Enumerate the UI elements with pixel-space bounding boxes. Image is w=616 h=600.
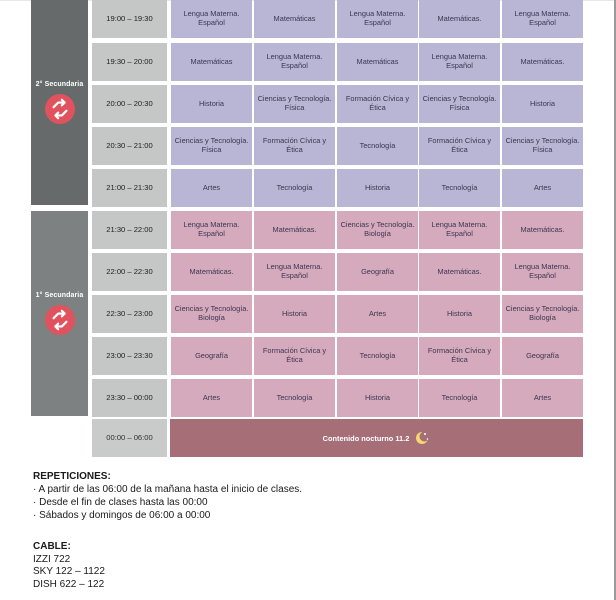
subject-cell: Lengua Materna. Español	[171, 0, 252, 38]
subject-cell: Lengua Materna. Español	[502, 0, 583, 38]
subject-cell: Geografía	[337, 253, 418, 291]
refresh-icon	[45, 94, 75, 124]
subject-cell: Artes	[171, 169, 252, 207]
subject-cell: Formación Cívica y Ética	[419, 337, 500, 375]
subject-cell: Tecnología	[419, 169, 500, 207]
subject-cell: Ciencias y Tecnología. Física	[502, 127, 583, 165]
subject-cell: Artes	[337, 295, 418, 333]
subject-cell: Lengua Materna. Español	[254, 43, 335, 81]
subject-cell: Ciencias y Tecnología. Biología	[502, 295, 583, 333]
subject-cell: Matemáticas.	[171, 253, 252, 291]
subject-cell: Tecnología	[254, 169, 335, 207]
subject-cell: Historia	[337, 379, 418, 417]
subject-cell: Formación Cívica y Ética	[254, 337, 335, 375]
time-cell: 21:30 – 22:00	[92, 211, 167, 249]
subject-cell: Tecnología	[254, 379, 335, 417]
subject-cell: Ciencias y Tecnología. Física	[254, 85, 335, 123]
time-cell: 19:00 – 19:30	[92, 0, 167, 38]
subject-cell: Lengua Materna. Español	[171, 211, 252, 249]
repeticiones-line: · A partir de las 06:00 de la mañana hasta el inicio de clases.	[33, 484, 303, 495]
subject-cell: Lengua Materna. Español	[337, 0, 418, 38]
subject-cell: Matemáticas.	[419, 253, 500, 291]
subject-cell: Matemáticas	[171, 43, 252, 81]
time-cell: 22:30 – 23:00	[92, 295, 167, 333]
cable-section	[33, 541, 105, 591]
subject-cell: Historia	[254, 295, 335, 333]
repeticiones-section	[33, 470, 593, 522]
subject-cell: Formación Cívica y Ética	[419, 127, 500, 165]
grade-label: 1° Secundaria	[35, 292, 84, 299]
time-cell: 23:30 – 00:00	[92, 379, 167, 417]
subject-cell: Matemáticas	[254, 0, 335, 38]
night-content-bar	[170, 419, 583, 457]
subject-cell: Artes	[502, 379, 583, 417]
time-cell: 19:30 – 20:00	[92, 43, 167, 81]
subject-cell: Ciencias y Tecnología. Biología	[171, 295, 252, 333]
subject-cell: Ciencias y Tecnología. Física	[171, 127, 252, 165]
time-cell: 23:00 – 23:30	[92, 337, 167, 375]
repeticiones-line: · Desde el fin de clases hasta las 00:00	[33, 497, 208, 508]
night-content-label: Contenido nocturno 11.2	[322, 433, 410, 443]
time-cell: 22:00 – 22:30	[92, 253, 167, 291]
cable-line: IZZI 722	[33, 553, 71, 565]
subject-cell: Historia	[502, 85, 583, 123]
subject-cell: Lengua Materna. Español	[502, 253, 583, 291]
subject-cell: Matemáticas	[337, 43, 418, 81]
repeticiones-line: · Sábados y domingos de 06:00 a 00:00	[33, 510, 211, 521]
subject-cell: Matemáticas.	[502, 211, 583, 249]
subject-cell: Matemáticas.	[502, 43, 583, 81]
subject-cell: Geografía	[171, 337, 252, 375]
time-cell: 21:00 – 21:30	[92, 169, 167, 207]
subject-cell: Ciencias y Tecnología. Física	[419, 85, 500, 123]
grade-band-1	[31, 211, 88, 416]
subject-cell: Lengua Materna. Español	[419, 211, 500, 249]
time-cell-night: 00:00 – 06:00	[92, 419, 167, 457]
subject-cell: Tecnología	[337, 337, 418, 375]
subject-cell: Tecnología	[337, 127, 418, 165]
subject-cell: Matemáticas.	[419, 0, 500, 38]
repeticiones-title: REPETICIONES:	[33, 471, 111, 482]
subject-cell: Artes	[502, 169, 583, 207]
subject-cell: Artes	[171, 379, 252, 417]
subject-cell: Historia	[419, 295, 500, 333]
time-cell: 20:30 – 21:00	[92, 127, 167, 165]
subject-cell: Lengua Materna. Español	[254, 253, 335, 291]
time-cell: 20:00 – 20:30	[92, 85, 167, 123]
subject-cell: Ciencias y Tecnología. Biología	[337, 211, 418, 249]
subject-cell: Matemáticas.	[254, 211, 335, 249]
cable-title: CABLE:	[33, 541, 71, 552]
grade-label: 2° Secundaria	[35, 81, 84, 88]
subject-cell: Historia	[337, 169, 418, 207]
subject-cell: Historia	[171, 85, 252, 123]
refresh-icon	[45, 305, 75, 335]
cable-line: DISH 622 – 122	[33, 578, 105, 590]
cable-line: SKY 122 – 1122	[33, 566, 105, 577]
subject-cell: Lengua Materna. Español	[419, 43, 500, 81]
subject-cell: Tecnología	[419, 379, 500, 417]
grade-band-2	[31, 0, 88, 205]
subject-cell: Geografía	[502, 337, 583, 375]
subject-cell: Formación Cívica y Ética	[254, 127, 335, 165]
subject-cell: Formación Cívica y Ética	[337, 85, 418, 123]
moon-icon	[414, 431, 430, 445]
